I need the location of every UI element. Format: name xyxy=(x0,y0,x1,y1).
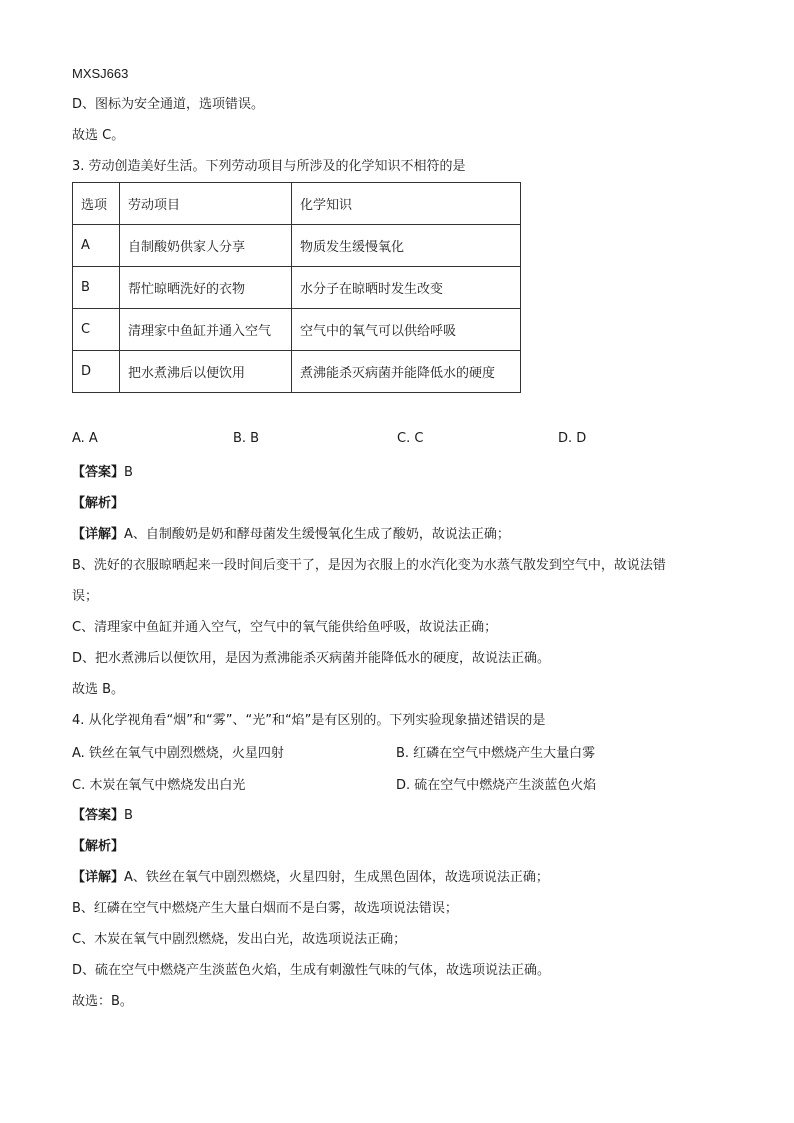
q4-analysis-tag: 【解析】 xyxy=(72,839,125,854)
q4-detail-c: C、木炭在氧气中剧烈燃烧，发出白光，故选项说法正确； xyxy=(72,932,407,947)
table-cell: A xyxy=(73,225,120,267)
q4-option-a: A. 铁丝在氧气中剧烈燃烧，火星四射 xyxy=(72,746,284,761)
prev-option-d-note: D、图标为安全通道，选项错误。 xyxy=(72,97,265,112)
table-header-row xyxy=(73,183,521,225)
q4-detail-d: D、硫在空气中燃烧产生淡蓝色火焰，生成有刺激性气味的气体，故选项说法正确。 xyxy=(72,963,551,978)
q3-detail-a xyxy=(72,525,722,544)
q4-choose-line: 故选：B。 xyxy=(72,994,133,1009)
q4-stem: 4. 从化学视角看“烟”和“雾”、“光”和“焰”是有区别的。下列实验现象描述错误的是 xyxy=(72,713,546,728)
q3-analysis-tag: 【解析】 xyxy=(72,496,125,511)
table-cell: 帮忙晾晒洗好的衣物 xyxy=(120,267,292,309)
table-cell: 水分子在晾晒时发生改变 xyxy=(292,267,521,309)
q3-stem: 3. 劳动创造美好生活。下列劳动项目与所涉及的化学知识不相符的是 xyxy=(72,159,466,174)
q3-detail-b-line2: 误； xyxy=(72,589,99,604)
answer-value: B xyxy=(124,808,133,823)
detail-text: A、铁丝在氧气中剧烈燃烧，火星四射，生成黑色固体，故选项说法正确； xyxy=(124,870,549,885)
doc-id: MXSJ663 xyxy=(72,66,129,81)
table-cell: 清理家中鱼缸并通入空气 xyxy=(120,309,292,351)
q3-option-c: C. C xyxy=(397,431,424,446)
answer-value: B xyxy=(124,465,133,480)
q3-options xyxy=(72,431,722,451)
q3-choose-line: 故选 B。 xyxy=(72,682,125,697)
q4-answer xyxy=(72,806,722,825)
table-header-cell: 劳动项目 xyxy=(120,183,292,225)
q3-option-b: B. B xyxy=(233,431,260,446)
detail-tag: 【详解】 xyxy=(72,527,125,542)
table-row xyxy=(73,351,521,393)
answer-tag: 【答案】 xyxy=(72,465,125,480)
table-row xyxy=(73,309,521,351)
q4-option-d: D. 硫在空气中燃烧产生淡蓝色火焰 xyxy=(396,778,597,793)
q4-detail-a xyxy=(72,868,722,887)
detail-tag: 【详解】 xyxy=(72,870,125,885)
q3-detail-c: C、清理家中鱼缸并通入空气，空气中的氧气能供给鱼呼吸，故说法正确； xyxy=(72,620,498,635)
table-row xyxy=(73,225,521,267)
q3-option-d: D. D xyxy=(558,431,587,446)
document-page xyxy=(72,64,722,1023)
table-cell: 物质发生缓慢氧化 xyxy=(292,225,521,267)
table-header-cell: 化学知识 xyxy=(292,183,521,225)
table-cell: 空气中的氧气可以供给呼吸 xyxy=(292,309,521,351)
answer-tag: 【答案】 xyxy=(72,808,125,823)
table-cell: 煮沸能杀灭病菌并能降低水的硬度 xyxy=(292,351,521,393)
q3-option-a: A. A xyxy=(72,431,98,446)
q3-detail-d: D、把水煮沸后以便饮用，是因为煮沸能杀灭病菌并能降低水的硬度，故说法正确。 xyxy=(72,651,551,666)
q4-option-c: C. 木炭在氧气中燃烧发出白光 xyxy=(72,778,246,793)
q3-answer xyxy=(72,463,722,482)
detail-text: A、自制酸奶是奶和酵母菌发生缓慢氧化生成了酸奶，故说法正确； xyxy=(124,527,510,542)
q4-options-row-2 xyxy=(72,774,722,794)
q4-options-row-1 xyxy=(72,742,722,762)
q3-detail-b-line1: B、洗好的衣服晾晒起来一段时间后变干了，是因为衣服上的水汽化变为水蒸气散发到空气中，故说法错 xyxy=(72,558,666,573)
q4-detail-b: B、红磷在空气中燃烧产生大量白烟而不是白雾，故选项说法错误； xyxy=(72,901,458,916)
table-cell: 自制酸奶供家人分享 xyxy=(120,225,292,267)
table-row xyxy=(73,267,521,309)
table-cell: B xyxy=(73,267,120,309)
prev-choose-line: 故选 C。 xyxy=(72,128,125,143)
table-cell: D xyxy=(73,351,120,393)
table-cell: C xyxy=(73,309,120,351)
table-cell: 把水煮沸后以便饮用 xyxy=(120,351,292,393)
table-header-cell: 选项 xyxy=(73,183,120,225)
q4-option-b: B. 红磷在空气中燃烧产生大量白雾 xyxy=(396,746,596,761)
q3-table xyxy=(72,182,521,393)
